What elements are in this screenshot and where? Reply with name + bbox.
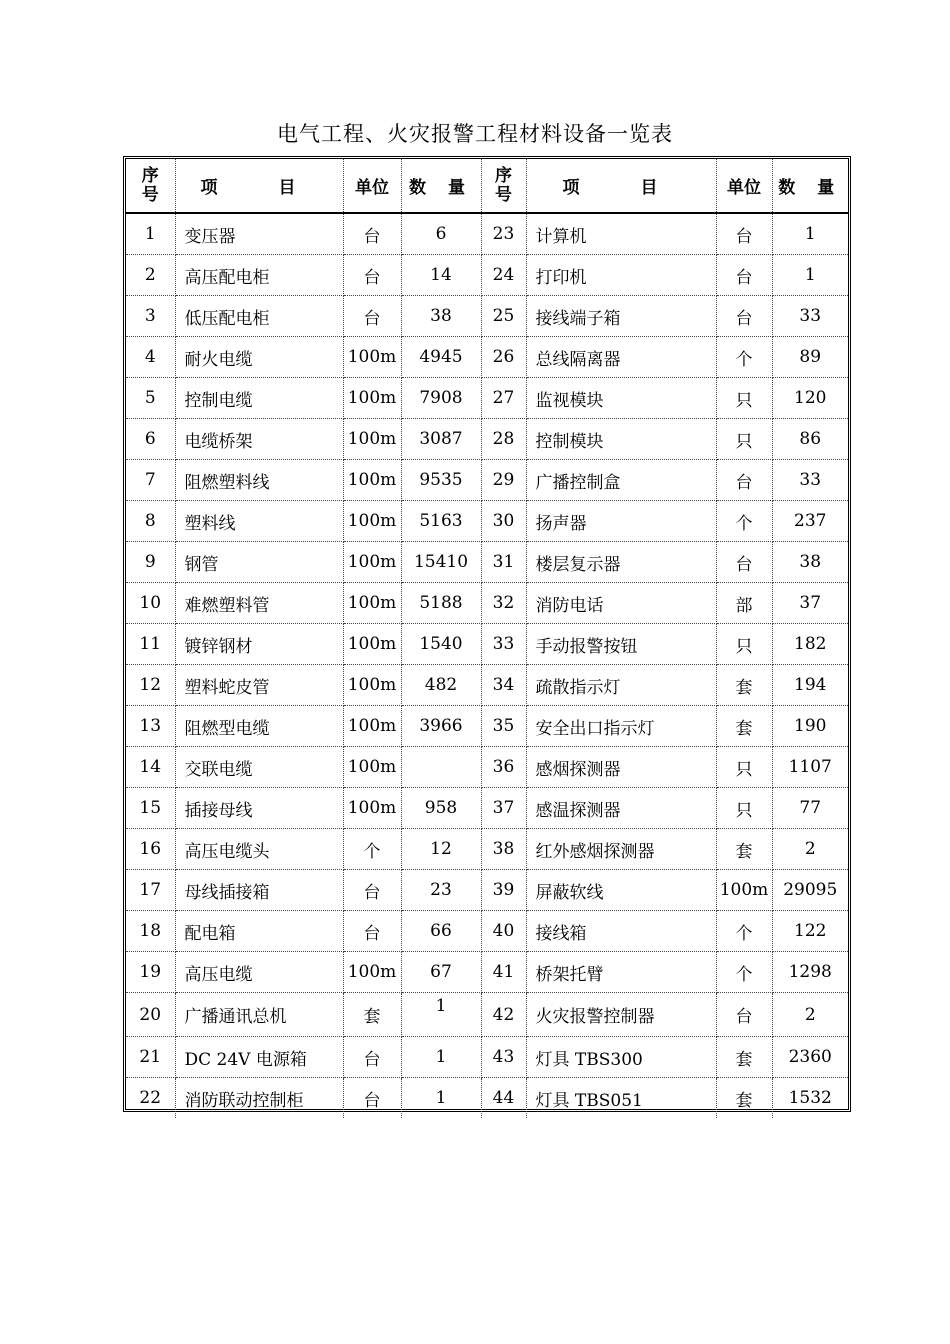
- qty-cell: [401, 747, 481, 788]
- seq-cell: 21: [126, 1037, 175, 1078]
- seq-cell: 10: [126, 583, 175, 624]
- qty-cell: 482: [401, 665, 481, 706]
- qty-cell: 6: [401, 213, 481, 255]
- qty-cell: 958: [401, 788, 481, 829]
- item-cell: 红外感烟探测器: [526, 829, 716, 870]
- table-row: [126, 911, 848, 952]
- item-cell: 总线隔离器: [526, 337, 716, 378]
- seq-cell: 28: [481, 419, 526, 460]
- item-cell: 塑料蛇皮管: [175, 665, 343, 706]
- seq-cell: 34: [481, 665, 526, 706]
- qty-cell: 1298: [772, 952, 848, 993]
- qty-cell: 89: [772, 337, 848, 378]
- item-cell: 安全出口指示灯: [526, 706, 716, 747]
- unit-cell: 只: [716, 788, 772, 829]
- item-cell: 扬声器: [526, 501, 716, 542]
- unit-cell: 套: [716, 1078, 772, 1119]
- item-cell: 消防电话: [526, 583, 716, 624]
- seq-cell: 17: [126, 870, 175, 911]
- seq-cell: 13: [126, 706, 175, 747]
- header-item-left: 项 目: [175, 159, 343, 213]
- qty-cell: 33: [772, 296, 848, 337]
- item-cell: 楼层复示器: [526, 542, 716, 583]
- seq-cell: 39: [481, 870, 526, 911]
- item-cell: 火灾报警控制器: [526, 993, 716, 1037]
- seq-cell: 35: [481, 706, 526, 747]
- table-row: [126, 665, 848, 706]
- qty-cell: 15410: [401, 542, 481, 583]
- unit-cell: 个: [343, 829, 401, 870]
- table-row: [126, 583, 848, 624]
- table-row: [126, 706, 848, 747]
- unit-cell: 100m: [343, 747, 401, 788]
- qty-cell: 23: [401, 870, 481, 911]
- item-cell: 阻燃塑料线: [175, 460, 343, 501]
- seq-cell: 38: [481, 829, 526, 870]
- unit-cell: 100m: [343, 952, 401, 993]
- seq-cell: 29: [481, 460, 526, 501]
- table-row: [126, 296, 848, 337]
- qty-cell: 5163: [401, 501, 481, 542]
- qty-cell: 38: [401, 296, 481, 337]
- seq-cell: 7: [126, 460, 175, 501]
- table-row: [126, 460, 848, 501]
- table-row: [126, 1037, 848, 1078]
- seq-cell: 23: [481, 213, 526, 255]
- qty-cell: 194: [772, 665, 848, 706]
- header-seq-left: 序 号: [126, 159, 175, 213]
- unit-cell: 100m: [343, 624, 401, 665]
- table-row: [126, 870, 848, 911]
- unit-cell: 台: [343, 255, 401, 296]
- item-cell: 高压电缆头: [175, 829, 343, 870]
- seq-cell: 26: [481, 337, 526, 378]
- seq-cell: 12: [126, 665, 175, 706]
- qty-cell: 122: [772, 911, 848, 952]
- item-cell: 塑料线: [175, 501, 343, 542]
- item-cell: 计算机: [526, 213, 716, 255]
- table-row: [126, 952, 848, 993]
- unit-cell: 100m: [343, 337, 401, 378]
- qty-cell: 1: [401, 1037, 481, 1078]
- qty-cell: 86: [772, 419, 848, 460]
- qty-cell: 237: [772, 501, 848, 542]
- seq-cell: 41: [481, 952, 526, 993]
- item-cell: 钢管: [175, 542, 343, 583]
- unit-cell: 台: [716, 460, 772, 501]
- unit-cell: 部: [716, 583, 772, 624]
- seq-cell: 40: [481, 911, 526, 952]
- table-row: [126, 213, 848, 255]
- table-row: [126, 624, 848, 665]
- seq-cell: 20: [126, 993, 175, 1037]
- item-cell: 高压配电柜: [175, 255, 343, 296]
- item-cell: 高压电缆: [175, 952, 343, 993]
- item-cell: 屏蔽软线: [526, 870, 716, 911]
- seq-cell: 6: [126, 419, 175, 460]
- item-cell: 桥架托臂: [526, 952, 716, 993]
- unit-cell: 台: [343, 1078, 401, 1119]
- header-qty-right: 数 量: [772, 159, 848, 213]
- header-qty-left: 数 量: [401, 159, 481, 213]
- item-cell: 监视模块: [526, 378, 716, 419]
- unit-cell: 台: [343, 296, 401, 337]
- qty-cell: 1107: [772, 747, 848, 788]
- table-row: [126, 829, 848, 870]
- item-cell: 镀锌钢材: [175, 624, 343, 665]
- item-cell: 感烟探测器: [526, 747, 716, 788]
- seq-cell: 25: [481, 296, 526, 337]
- unit-cell: 套: [716, 829, 772, 870]
- seq-cell: 36: [481, 747, 526, 788]
- qty-cell: 67: [401, 952, 481, 993]
- seq-cell: 33: [481, 624, 526, 665]
- qty-cell: 29095: [772, 870, 848, 911]
- qty-cell: 1532: [788, 1088, 832, 1108]
- item-cell: 消防联动控制柜: [175, 1078, 343, 1119]
- seq-cell: 15: [126, 788, 175, 829]
- table-row: [126, 419, 848, 460]
- qty-cell: 1540: [401, 624, 481, 665]
- seq-cell: 1: [126, 213, 175, 255]
- item-cell: DC 24V 电源箱: [175, 1037, 343, 1078]
- seq-cell: 16: [126, 829, 175, 870]
- qty-cell: 2: [772, 993, 848, 1037]
- seq-cell: 3: [126, 296, 175, 337]
- item-cell: 难燃塑料管: [175, 583, 343, 624]
- unit-cell: 台: [716, 542, 772, 583]
- unit-cell: 100m: [343, 788, 401, 829]
- qty-cell: 12: [401, 829, 481, 870]
- table-row: [126, 747, 848, 788]
- unit-cell: 台: [716, 993, 772, 1037]
- item-cell: 疏散指示灯: [526, 665, 716, 706]
- unit-cell: 台: [716, 296, 772, 337]
- seq-cell: 18: [126, 911, 175, 952]
- table-row: [126, 788, 848, 829]
- qty-cell: 14: [401, 255, 481, 296]
- unit-cell: 套: [716, 706, 772, 747]
- item-cell: 母线插接箱: [175, 870, 343, 911]
- header-unit-right: 单位: [716, 159, 772, 213]
- unit-cell: 100m: [343, 460, 401, 501]
- item-cell: 手动报警按钮: [526, 624, 716, 665]
- page-title: 电气工程、火灾报警工程材料设备一览表: [277, 122, 673, 146]
- unit-cell: 台: [716, 255, 772, 296]
- seq-cell: 2: [126, 255, 175, 296]
- qty-cell: 120: [772, 378, 848, 419]
- seq-cell: 31: [481, 542, 526, 583]
- header-seq-right: 序 号: [481, 159, 526, 213]
- qty-cell: 1: [772, 213, 848, 255]
- seq-cell: 8: [126, 501, 175, 542]
- seq-cell: 30: [481, 501, 526, 542]
- qty-cell: 182: [772, 624, 848, 665]
- materials-table-frame: [123, 156, 851, 1112]
- item-cell: 灯具 TBS051: [526, 1078, 716, 1119]
- unit-cell: 100m: [343, 378, 401, 419]
- unit-cell: 只: [716, 378, 772, 419]
- seq-cell: 4: [126, 337, 175, 378]
- unit-cell: 套: [716, 1037, 772, 1078]
- table-row: [126, 542, 848, 583]
- item-cell: 灯具 TBS300: [526, 1037, 716, 1078]
- table-row: [126, 255, 848, 296]
- qty-cell: 190: [772, 706, 848, 747]
- unit-cell: 个: [716, 952, 772, 993]
- item-cell: 插接母线: [175, 788, 343, 829]
- unit-cell: 台: [343, 213, 401, 255]
- item-cell: 耐火电缆: [175, 337, 343, 378]
- seq-cell: 9: [126, 542, 175, 583]
- table-row: [126, 337, 848, 378]
- seq-cell: 27: [481, 378, 526, 419]
- item-cell: 感温探测器: [526, 788, 716, 829]
- qty-cell: 7908: [401, 378, 481, 419]
- qty-cell: 5188: [401, 583, 481, 624]
- seq-cell: 37: [481, 788, 526, 829]
- qty-cell: 66: [401, 911, 481, 952]
- item-cell: 电缆桥架: [175, 419, 343, 460]
- qty-cell: 37: [772, 583, 848, 624]
- header-unit-left: 单位: [343, 159, 401, 213]
- unit-cell: 100m: [343, 501, 401, 542]
- unit-cell: 个: [716, 337, 772, 378]
- item-cell: 控制模块: [526, 419, 716, 460]
- seq-cell: 22: [126, 1078, 175, 1119]
- qty-cell: 1: [401, 1078, 481, 1119]
- item-cell: 阻燃型电缆: [175, 706, 343, 747]
- materials-table: [126, 159, 848, 1118]
- seq-cell: 19: [126, 952, 175, 993]
- unit-cell: 100m: [716, 870, 772, 911]
- unit-cell: 100m: [343, 706, 401, 747]
- seq-cell: 24: [481, 255, 526, 296]
- seq-cell: 5: [126, 378, 175, 419]
- qty-cell: 3966: [401, 706, 481, 747]
- unit-cell: 100m: [343, 665, 401, 706]
- qty-cell: 77: [772, 788, 848, 829]
- item-cell: 接线箱: [526, 911, 716, 952]
- table-header-row: [126, 159, 848, 213]
- unit-cell: 个: [716, 911, 772, 952]
- seq-cell: 14: [126, 747, 175, 788]
- item-cell: 打印机: [526, 255, 716, 296]
- unit-cell: 只: [716, 747, 772, 788]
- unit-cell: 100m: [343, 583, 401, 624]
- unit-cell: 100m: [343, 419, 401, 460]
- unit-cell: 套: [716, 665, 772, 706]
- qty-cell: 33: [772, 460, 848, 501]
- table-row: [126, 501, 848, 542]
- seq-cell: 11: [126, 624, 175, 665]
- unit-cell: 100m: [343, 542, 401, 583]
- item-cell: 广播控制盒: [526, 460, 716, 501]
- unit-cell: 只: [716, 419, 772, 460]
- item-cell: 接线端子箱: [526, 296, 716, 337]
- qty-cell: 2360: [772, 1037, 848, 1078]
- item-cell: 交联电缆: [175, 747, 343, 788]
- item-cell: 低压配电柜: [175, 296, 343, 337]
- qty-cell: 4945: [401, 337, 481, 378]
- qty-cell: 1: [772, 255, 848, 296]
- item-cell: 控制电缆: [175, 378, 343, 419]
- seq-cell: 43: [481, 1037, 526, 1078]
- item-cell: 配电箱: [175, 911, 343, 952]
- unit-cell: 台: [343, 870, 401, 911]
- unit-cell: 套: [343, 993, 401, 1037]
- seq-cell: 44: [481, 1078, 526, 1119]
- qty-cell: 2: [772, 829, 848, 870]
- unit-cell: 个: [716, 501, 772, 542]
- seq-cell: 32: [481, 583, 526, 624]
- qty-cell: 38: [772, 542, 848, 583]
- unit-cell: 台: [716, 213, 772, 255]
- table-row: [126, 1078, 848, 1119]
- table-body: [126, 213, 848, 1118]
- qty-cell: 9535: [401, 460, 481, 501]
- table-row: [126, 993, 848, 1037]
- qty-cell: 1: [401, 993, 481, 1037]
- unit-cell: 台: [343, 911, 401, 952]
- qty-cell: 3087: [401, 419, 481, 460]
- unit-cell: 只: [716, 624, 772, 665]
- table-row: [126, 378, 848, 419]
- seq-cell: 42: [481, 993, 526, 1037]
- unit-cell: 台: [343, 1037, 401, 1078]
- item-cell: 广播通讯总机: [175, 993, 343, 1037]
- item-cell: 变压器: [175, 213, 343, 255]
- header-item-right: 项 目: [526, 159, 716, 213]
